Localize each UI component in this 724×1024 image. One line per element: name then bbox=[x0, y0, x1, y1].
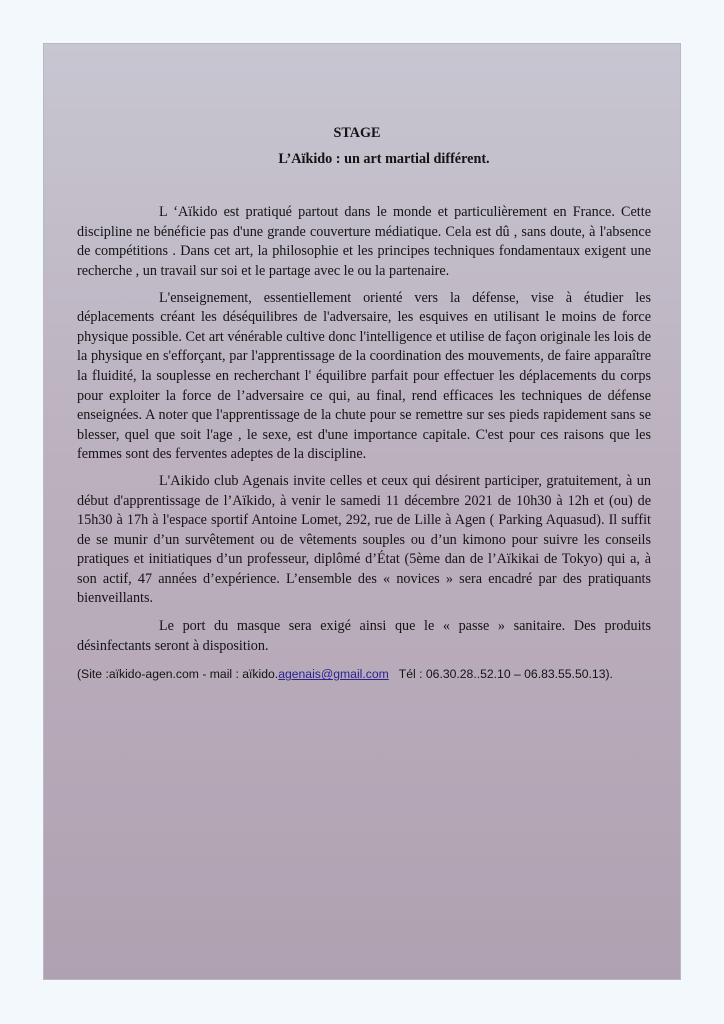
contact-line bbox=[77, 666, 651, 682]
paragraph-intro: L ‘Aïkido est pratiqué partout dans le monde et particulièrement en France. Cette discipline ne bénéficie pas d'une grande couverture médiatique. Cela est dû , sans doute, à l'absence de compétitions . Dans cet art, la philosophie et les principes techniques fondamentaux exigent une recherche , un travail sur soi et le partage avec le ou la partenaire. bbox=[77, 204, 651, 279]
contact-site-mail-prefix: (Site :aïkido-agen.com - mail : aïkido. bbox=[77, 667, 279, 682]
document-page bbox=[43, 43, 681, 980]
contact-phone: Tél : 06.30.28..52.10 – 06.83.55.50.13). bbox=[398, 667, 613, 682]
document-content bbox=[77, 124, 651, 694]
paragraph-sanitary: Le port du masque sera exigé ainsi que le « passe » sanitaire. Des produits désinfectants seront à disposition. bbox=[77, 618, 651, 654]
email-link[interactable]: agenais@gmail.com bbox=[278, 667, 389, 682]
document-title: STAGE bbox=[333, 125, 381, 141]
paragraph-teaching: L'enseignement, essentiellement orienté vers la défense, vise à étudier les déplacements créant les déséquilibres de l'adversaire, les esquives en utilisant le moins de force physique possible. Cet art vénérable cultive donc l'intelligence et utilise de façon originale les lois de la physique en s'efforçant, par l'apprentissage de la coordination des mouvements, de faire apparaître la fluidité, la souplesse en recherchant l' équilibre parfait pour effectuer les déplacements du corps pour exploiter la force de l’adversaire ce qui, au final, rend efficaces les techniques de défense enseignées. A noter que l'apprentissage de la chute pour se remettre sur ses pieds rapidement sans se blesser, quel que soit l'age , le sexe, est d'une importance capitale. C'est pour ces raisons que les femmes sont des ferventes adeptes de la discipline. bbox=[77, 289, 651, 463]
paragraph-invitation: L'Aikido club Agenais invite celles et ceux qui désirent participer, gratuitement, à un début d'apprentissage de l’Aïkido, à venir le samedi 11 décembre 2021 de 10h30 à 12h et (ou) de 15h30 à 17h à l'espace sportif Antoine Lomet, 292, rue de Lille à Agen ( Parking Aquasud). Il suffit de se munir d’un survêtement ou de vêtements souples ou d’un kimono pour suivre les conseils pratiques et initiatiques d’un professeur, diplômé d’État (5ème dan de l’Aïkikai de Tokyo) qui a, à son actif, 47 années d’expérience. L’ensemble des « novices » sera encadré par des pratiquants bienveillants. bbox=[77, 472, 651, 607]
document-subtitle: L’Aïkido : un art martial différent. bbox=[278, 150, 490, 167]
